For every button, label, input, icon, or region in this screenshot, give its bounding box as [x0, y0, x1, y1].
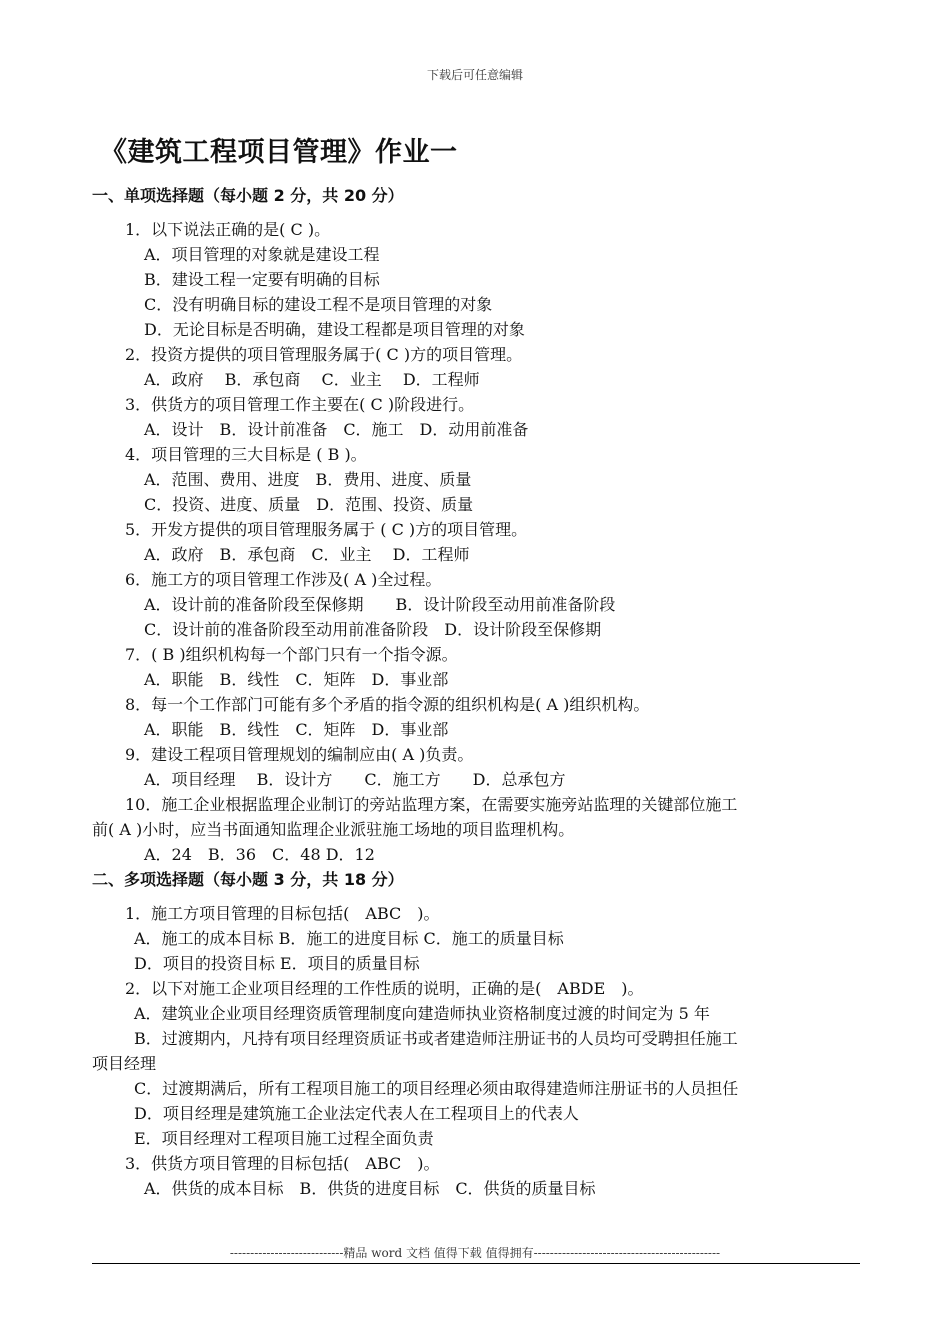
document-body [92, 183, 862, 1201]
question-line: 6．施工方的项目管理工作涉及( A )全过程。 [125, 570, 442, 589]
option-line: A．项目管理的对象就是建设工程 [144, 245, 380, 264]
section-heading-multiple-choice: 二、多项选择题（每小题 3 分，共 18 分） [92, 870, 404, 889]
option-line: A．职能 B．线性 C．矩阵 D．事业部 [144, 720, 449, 739]
option-line: A．职能 B．线性 C．矩阵 D．事业部 [144, 670, 449, 689]
question-line: 2．以下对施工企业项目经理的工作性质的说明，正确的是( ABDE )。 [125, 979, 644, 998]
option-line: C．过渡期满后，所有工程项目施工的项目经理必须由取得建造师注册证书的人员担任 [134, 1079, 739, 1098]
document-title: 《建筑工程项目管理》作业一 [100, 137, 458, 168]
option-line: C．设计前的准备阶段至动用前准备阶段 D．设计阶段至保修期 [144, 620, 602, 639]
question-line: 1．以下说法正确的是( C )。 [125, 220, 331, 239]
question-line: 7．( B )组织机构每一个部门只有一个指令源。 [125, 645, 458, 664]
footer-rule [92, 1263, 860, 1264]
option-line: C．投资、进度、质量 D．范围、投资、质量 [144, 495, 474, 514]
option-line: D．项目的投资目标 E．项目的质量目标 [134, 954, 420, 973]
continuation-line: 前( A )小时，应当书面通知监理企业派驻施工场地的项目监理机构。 [92, 820, 575, 839]
option-line: A．项目经理 B．设计方 C．施工方 D．总承包方 [144, 770, 566, 789]
question-line: 9．建设工程项目管理规划的编制应由( A )负责。 [125, 745, 474, 764]
option-line: C．没有明确目标的建设工程不是项目管理的对象 [144, 295, 493, 314]
option-line: A．范围、费用、进度 B．费用、进度、质量 [144, 470, 472, 489]
question-line: 3．供货方项目管理的目标包括( ABC )。 [125, 1154, 440, 1173]
option-line: B．过渡期内，凡持有项目经理资质证书或者建造师注册证书的人员均可受聘担任施工 [134, 1029, 738, 1048]
option-line: A．设计前的准备阶段至保修期 B．设计阶段至动用前准备阶段 [144, 595, 616, 614]
option-line: A．设计 B．设计前准备 C．施工 D．动用前准备 [144, 420, 529, 439]
option-line: A．政府 B．承包商 C．业主 D．工程师 [144, 545, 470, 564]
section-heading-single-choice: 一、单项选择题（每小题 2 分，共 20 分） [92, 186, 404, 205]
question-line: 5．开发方提供的项目管理服务属于 ( C )方的项目管理。 [125, 520, 528, 539]
question-line: 8．每一个工作部门可能有多个矛盾的指令源的组织机构是( A )组织机构。 [125, 695, 650, 714]
question-line: 10．施工企业根据监理企业制订的旁站监理方案，在需要实施旁站监理的关键部位施工 [125, 795, 738, 814]
multiple-choice-questions [92, 901, 862, 1201]
option-line: D．无论目标是否明确，建设工程都是项目管理的对象 [144, 320, 525, 339]
single-choice-questions [92, 217, 862, 867]
question-line: 4．项目管理的三大目标是 ( B )。 [125, 445, 367, 464]
option-line: A．24 B．36 C．48 D．12 [144, 845, 375, 864]
continuation-line: 项目经理 [92, 1054, 157, 1073]
question-line: 1．施工方项目管理的目标包括( ABC )。 [125, 904, 440, 923]
header-note: 下载后可任意编辑 [426, 68, 523, 82]
option-line: D．项目经理是建筑施工企业法定代表人在工程项目上的代表人 [134, 1104, 579, 1123]
option-line: E．项目经理对工程项目施工过程全面负责 [134, 1129, 434, 1148]
footer-note: ----------------------------精品 word 文档 值得下载 值得拥有---------------------------------------------- [229, 1246, 721, 1260]
option-line: A．施工的成本目标 B．施工的进度目标 C．施工的质量目标 [134, 929, 564, 948]
question-line: 3．供货方的项目管理工作主要在( C )阶段进行。 [125, 395, 475, 414]
option-line: A．供货的成本目标 B．供货的进度目标 C．供货的质量目标 [144, 1179, 596, 1198]
option-line: A．建筑业企业项目经理资质管理制度向建造师执业资格制度过渡的时间定为 5 年 [134, 1004, 710, 1023]
question-line: 2．投资方提供的项目管理服务属于( C )方的项目管理。 [125, 345, 523, 364]
option-line: B．建设工程一定要有明确的目标 [144, 270, 380, 289]
option-line: A．政府 B．承包商 C．业主 D．工程师 [144, 370, 480, 389]
